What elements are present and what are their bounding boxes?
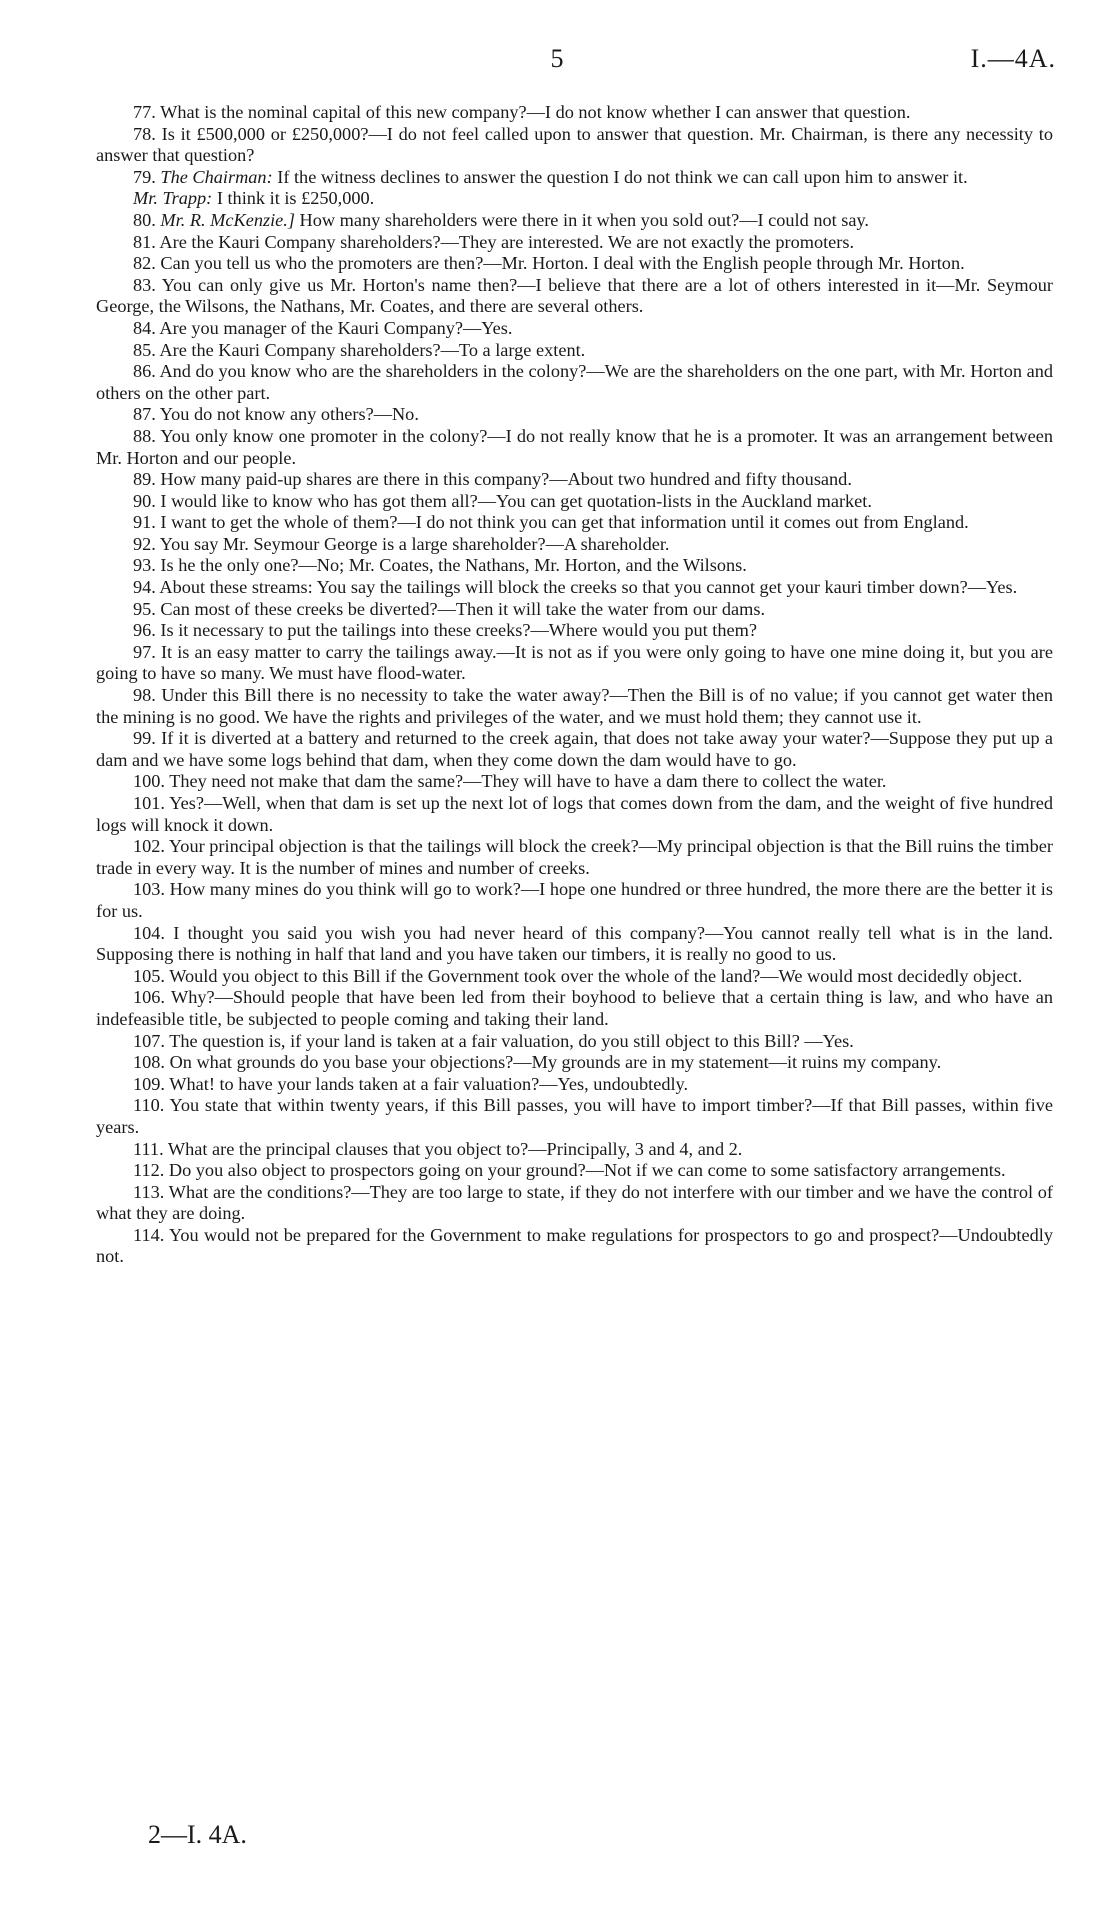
speaker-label: Mr. R. McKenzie.] [160, 209, 295, 230]
document-reference: I.—4A. [970, 44, 1056, 73]
paragraph-77: 77. What is the nominal capital of this new company?—I do not know whether I can answer that question. [133, 102, 911, 122]
paragraph-93: 93. Is he the only one?—No; Mr. Coates, the Nathans, Mr. Horton, and the Wilsons. [133, 555, 747, 576]
paragraph-90: 90. I would like to know who has got them all?—You can get quotation-lists in the Auckland market. [133, 490, 872, 511]
paragraph-114: 114. You would not be prepared for the Government to make regulations for prospectors to go and prospect?—Undoubtedly not. [96, 1224, 1053, 1267]
signature-reference: 2—I. 4A. [148, 1820, 247, 1849]
paragraph-84: 84. Are you manager of the Kauri Company?—Yes. [133, 317, 513, 338]
paragraph-103: 103. How many mines do you think will go to work?—I hope one hundred or three hundred, the more there are the better it is for us. [96, 879, 1053, 921]
paragraph-108: 108. On what grounds do you base your objections?—My grounds are in my statement—it ruins my company. [133, 1052, 942, 1073]
evidence-body [96, 102, 1053, 1268]
paragraph-97: 97. It is an easy matter to carry the tailings away.—It is not as if you were only going to have one mine doing it, but you are going to have so many. We must have flood-water. [96, 641, 1053, 684]
paragraph-number: 80. [133, 209, 161, 230]
paragraph-text: I think it is £250,000. [212, 188, 375, 209]
paragraph-112: 112. Do you also object to prospectors going on your ground?—Not if we can come to some satisfactory arrangements. [133, 1160, 1006, 1181]
paragraph-text: If the witness declines to answer the question I do not think we can call upon him to answer it. [272, 166, 968, 187]
paragraph-78: 78. Is it £500,000 or £250,000?—I do not feel called upon to answer that question. Mr. Chairman, is there any necessity to answer that question? [96, 123, 1053, 166]
paragraph-89: 89. How many paid-up shares are there in this company?—About two hundred and fifty thousand. [133, 469, 852, 490]
paragraph-86: 86. And do you know who are the shareholders in the colony?—We are the shareholders on the one part, with Mr. Horton and others on the other part. [96, 361, 1053, 403]
paragraph-79 [96, 167, 1053, 189]
paragraph-81: 81. Are the Kauri Company shareholders?—They are interested. We are not exactly the promoters. [133, 231, 855, 252]
paragraph-111: 111. What are the principal clauses that you object to?—Principally, 3 and 4, and 2. [133, 1138, 743, 1159]
paragraph-92: 92. You say Mr. Seymour George is a large shareholder?—A shareholder. [133, 533, 670, 554]
paragraph-110: 110. You state that within twenty years, if this Bill passes, you will have to import timber?—If that Bill passes, within five years. [96, 1095, 1053, 1137]
paragraph-98: 98. Under this Bill there is no necessity to take the water away?—Then the Bill is of no value; if you cannot get water then the mining is no good. We have the rights and privileges of the water, and we must hold them; they cannot use it. [96, 685, 1053, 727]
speaker-label: The Chairman: [160, 166, 273, 187]
paragraph-trapp [96, 188, 1053, 210]
paragraph-99: 99. If it is diverted at a battery and returned to the creek again, that does not take away your water?—Suppose they put up a dam and we have some logs behind that dam, when they come down the dam would have to go. [96, 728, 1053, 770]
speaker-label: Mr. Trapp: [133, 188, 213, 209]
paragraph-88: 88. You only know one promoter in the colony?—I do not really know that he is a promoter. It was an arrangement between Mr. Horton and our people. [96, 425, 1053, 468]
paragraph-113: 113. What are the conditions?—They are too large to state, if they do not interfere with our timber and we have the control of what they are doing. [96, 1181, 1053, 1224]
paragraph-96: 96. Is it necessary to put the tailings into these creeks?—Where would you put them? [133, 620, 757, 641]
paragraph-106: 106. Why?—Should people that have been led from their boyhood to believe that a certain thing is law, and who have an indefeasible title, be subjected to people coming and taking their land. [96, 987, 1053, 1029]
paragraph-82: 82. Can you tell us who the promoters are then?—Mr. Horton. I deal with the English people through Mr. Horton. [133, 253, 965, 274]
paragraph-105: 105. Would you object to this Bill if the Government took over the whole of the land?—We would most decidedly object. [133, 965, 1023, 986]
paragraph-text: How many shareholders were there in it when you sold out?—I could not say. [294, 209, 869, 230]
paragraph-83: 83. You can only give us Mr. Horton's name then?—I believe that there are a lot of others interested in it—Mr. Seymour George, the Wilsons, the Nathans, Mr. Coates, and there are several others. [96, 274, 1053, 317]
paragraph-95: 95. Can most of these creeks be diverted?—Then it will take the water from our dams. [133, 598, 766, 619]
paragraph-94: 94. About these streams: You say the tailings will block the creeks so that you cannot get your kauri timber down?—Yes. [133, 577, 1018, 598]
paragraph-100: 100. They need not make that dam the same?—They will have to have a dam there to collect the water. [133, 771, 887, 792]
paragraph-87: 87. You do not know any others?—No. [133, 404, 419, 425]
paragraph-102: 102. Your principal objection is that the tailings will block the creek?—My principal objection is that the Bill ruins the timber trade in every way. It is the number of mines and number of creeks. [96, 836, 1053, 878]
paragraph-80 [96, 210, 1053, 232]
paragraph-101: 101. Yes?—Well, when that dam is set up the next lot of logs that comes down from the dam, and the weight of five hundred logs will knock it down. [96, 793, 1053, 835]
paragraph-85: 85. Are the Kauri Company shareholders?—To a large extent. [133, 339, 586, 360]
paragraph-number: 79. [133, 166, 161, 187]
paragraph-91: 91. I want to get the whole of them?—I do not think you can get that information until it comes out from England. [133, 512, 969, 533]
page-number: 5 [550, 44, 564, 73]
paragraph-109: 109. What! to have your lands taken at a fair valuation?—Yes, undoubtedly. [133, 1073, 689, 1094]
paragraph-107: 107. The question is, if your land is taken at a fair valuation, do you still object to this Bill? —Yes. [133, 1030, 854, 1051]
paragraph-104: 104. I thought you said you wish you had never heard of this company?—You cannot really tell what is in the land. Supposing there is nothing in half that land and you have taken our timbers, it is really no good to us. [96, 922, 1053, 965]
